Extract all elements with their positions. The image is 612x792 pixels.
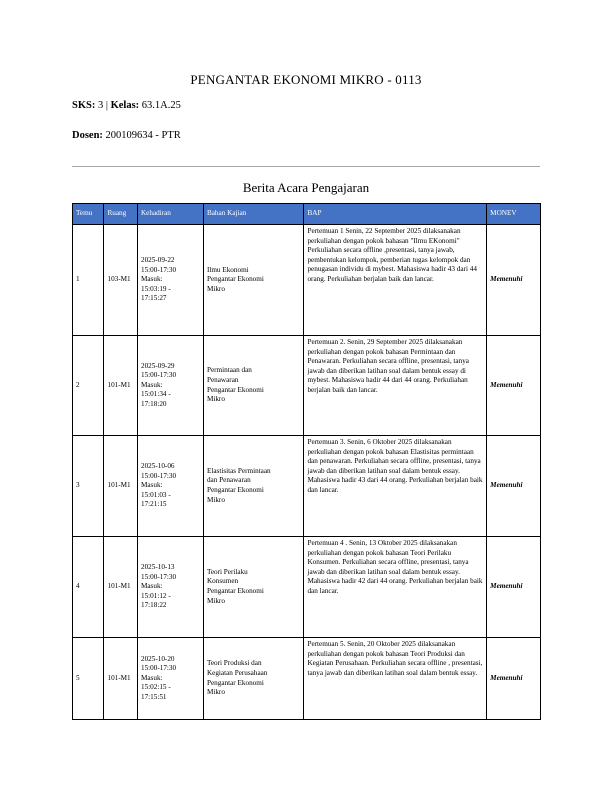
cell-kehadiran xyxy=(137,537,203,638)
cell-temu: 3 xyxy=(73,436,104,537)
kehadiran-masuk: Masuk: xyxy=(140,582,163,591)
kehadiran-date: 2025-09-22 xyxy=(140,256,175,265)
cell-ruang: 101-M1 xyxy=(104,436,138,537)
kehadiran-time: 15:00-17:30 xyxy=(140,572,177,581)
col-monev: MONEV xyxy=(487,204,541,225)
course-title: PENGANTAR EKONOMI MIKRO - 0113 xyxy=(190,72,422,87)
cell-bap: Pertemuan 1 Senin, 22 September 2025 dilaksanakan perkuliahan dengan pokok bahasan "Ilmu EKonomi" Perkuliahan secara offline ,presentasi, tanya jawab, pembentukan kelompok, pemberian tugas kelompok dan penugasan individu di mybest. Mahasiswa hadir 43 dari 44 orang. Perkuliahan berjalan baik dan lancar. xyxy=(304,225,487,336)
kehadiran-out: 17:15:51 xyxy=(140,692,167,701)
kehadiran-out: 17:21:15 xyxy=(140,500,167,509)
bahan-line: Mikro xyxy=(206,596,225,605)
bahan-line: Elastisitas Permintaan xyxy=(206,466,271,475)
kehadiran-time: 15:00-17:30 xyxy=(140,664,177,673)
sks-label: SKS: xyxy=(72,100,96,111)
section-title: Berita Acara Pengajaran xyxy=(242,180,370,195)
cell-bap: Pertemuan 3. Senin, 6 Oktober 2025 dilaksanakan perkuliahan dengan pokok bahasan Elastisitas permintaan dan penawaran. Perkuliahan secara offline, presentasi, tanya jawab dan diberikan latihan soal dalam bentuk essay. Mahasiswa hadir 43 dari 44 orang. Perkuliahan berjalan baik dan lancar. xyxy=(304,436,487,537)
bahan-line: Permintaan dan xyxy=(206,366,252,375)
kehadiran-in: 15:01:34 - xyxy=(140,390,171,399)
kehadiran-date: 2025-10-20 xyxy=(140,654,175,663)
col-kehadiran: Kehadiran xyxy=(137,204,203,225)
cell-kehadiran xyxy=(137,336,203,436)
table-row xyxy=(73,225,541,336)
cell-bap: Pertemuan 5. Senin, 20 Oktober 2025 dilaksanakan perkuliahan dengan pokok bahasan Teori Produksi dan Kegiatan Perusahaan. Perkuliahan secara offline , presentasi, tanya jawab dan diberikan latihan soal dalam bentuk essay. xyxy=(304,638,487,720)
bahan-line: Konsumen xyxy=(206,577,239,586)
kehadiran-in: 15:01:12 - xyxy=(140,591,171,600)
kehadiran-date: 2025-10-13 xyxy=(140,563,175,572)
kelas-value: 63.1A.25 xyxy=(141,100,181,111)
bap-table xyxy=(72,203,541,720)
table-row xyxy=(73,638,541,720)
table-row xyxy=(73,537,541,638)
bahan-line: Penawaran xyxy=(206,375,239,384)
bahan-line: Pengantar Ekonomi xyxy=(206,587,264,595)
cell-bahan-kajian xyxy=(203,336,304,436)
kehadiran-out: 17:18:20 xyxy=(140,399,167,408)
bahan-line: Mikro xyxy=(206,688,225,697)
bahan-line: Mikro xyxy=(206,284,225,293)
kehadiran-masuk: Masuk: xyxy=(140,481,163,490)
bahan-line: Mikro xyxy=(206,395,225,404)
divider xyxy=(72,166,540,167)
cell-kehadiran xyxy=(137,225,203,336)
cell-ruang: 103-M1 xyxy=(104,225,138,336)
cell-monev: Memenuhi xyxy=(487,336,541,436)
kehadiran-in: 15:01:03 - xyxy=(140,490,171,499)
cell-temu: 4 xyxy=(73,537,104,638)
bahan-line: Pengantar Ekonomi xyxy=(206,678,264,687)
kehadiran-masuk: Masuk: xyxy=(140,380,163,389)
bahan-line: Pengantar Ekonomi xyxy=(206,275,264,284)
kehadiran-time: 15:00-17:30 xyxy=(140,371,177,380)
cell-temu: 1 xyxy=(73,225,104,336)
cell-ruang: 101-M1 xyxy=(104,336,138,436)
col-temu: Temu xyxy=(73,204,104,225)
bahan-line: Mikro xyxy=(206,495,225,504)
kehadiran-date: 2025-10-06 xyxy=(140,462,175,471)
dosen-line xyxy=(72,130,181,141)
kehadiran-out: 17:18:22 xyxy=(140,601,167,610)
dosen-value: 200109634 - PTR xyxy=(105,130,181,141)
table-header-row xyxy=(73,204,541,225)
bahan-line: Pengantar Ekonomi xyxy=(206,385,264,394)
kelas-label: Kelas: xyxy=(110,100,140,111)
kehadiran-time: 15:00-17:30 xyxy=(140,265,177,274)
cell-bap: Pertemuan 2. Senin, 29 September 2025 dilaksanakan perkuliahan dengan pokok bahasan Permintaan dan Penawaran. Perkuliahan secara offline, presentasi, tanya jawab dan diberikan latihan soal dalam bentuk essay di mybest. Mahasiswa hadir 44 dari 44 orang. Perkuliahan berjalan baik dan lancar. xyxy=(304,336,487,436)
bahan-line: Teori Perilaku xyxy=(206,567,248,576)
kehadiran-in: 15:03:19 - xyxy=(140,284,171,293)
bahan-line: Teori Produksi dan xyxy=(206,659,262,668)
cell-ruang: 101-M1 xyxy=(104,638,138,720)
cell-monev: Memenuhi xyxy=(487,436,541,537)
table-row xyxy=(73,336,541,436)
kehadiran-in: 15:02:15 - xyxy=(140,683,171,692)
bahan-line: dan Penawaran xyxy=(206,476,251,485)
bahan-line: Ilmu Ekonomi xyxy=(206,265,249,274)
kehadiran-date: 2025-09-29 xyxy=(140,361,175,370)
bahan-line: Kegiatan Perusahaan xyxy=(206,668,268,677)
col-bap: BAP xyxy=(304,204,487,225)
kehadiran-out: 17:15:27 xyxy=(140,294,167,303)
cell-bahan-kajian xyxy=(203,638,304,720)
dosen-label: Dosen: xyxy=(72,130,103,141)
col-ruang: Ruang xyxy=(104,204,138,225)
table-row xyxy=(73,436,541,537)
kehadiran-masuk: Masuk: xyxy=(140,673,163,682)
cell-kehadiran xyxy=(137,638,203,720)
sks-value: 3 | xyxy=(97,100,108,111)
cell-bap: Pertemuan 4 . Senin, 13 Oktober 2025 dilaksanakan perkuliahan dengan pokok bahasan Teori Perilaku Konsumen. Perkuliahan secara offline, presentasi, tanya jawab dan diberikan latihan soal dalam bentuk essay. Mahasiswa hadir 42 dari 44 orang. Perkuliahan berjalan baik dan lancar. xyxy=(304,537,487,638)
cell-ruang: 101-M1 xyxy=(104,537,138,638)
kehadiran-masuk: Masuk: xyxy=(140,275,163,284)
cell-monev: Memenuhi xyxy=(487,225,541,336)
bahan-line: Pengantar Ekonomi xyxy=(206,486,264,494)
cell-bahan-kajian xyxy=(203,436,304,537)
cell-temu: 2 xyxy=(73,336,104,436)
cell-bahan-kajian xyxy=(203,225,304,336)
cell-bahan-kajian xyxy=(203,537,304,638)
cell-temu: 5 xyxy=(73,638,104,720)
sks-kelas-line xyxy=(72,100,181,111)
cell-kehadiran xyxy=(137,436,203,537)
col-bahan-kajian: Bahan Kajian xyxy=(203,204,304,225)
cell-monev: Memenuhi xyxy=(487,537,541,638)
kehadiran-time: 15:00-17:30 xyxy=(140,471,177,480)
cell-monev: Memenuhi xyxy=(487,638,541,720)
